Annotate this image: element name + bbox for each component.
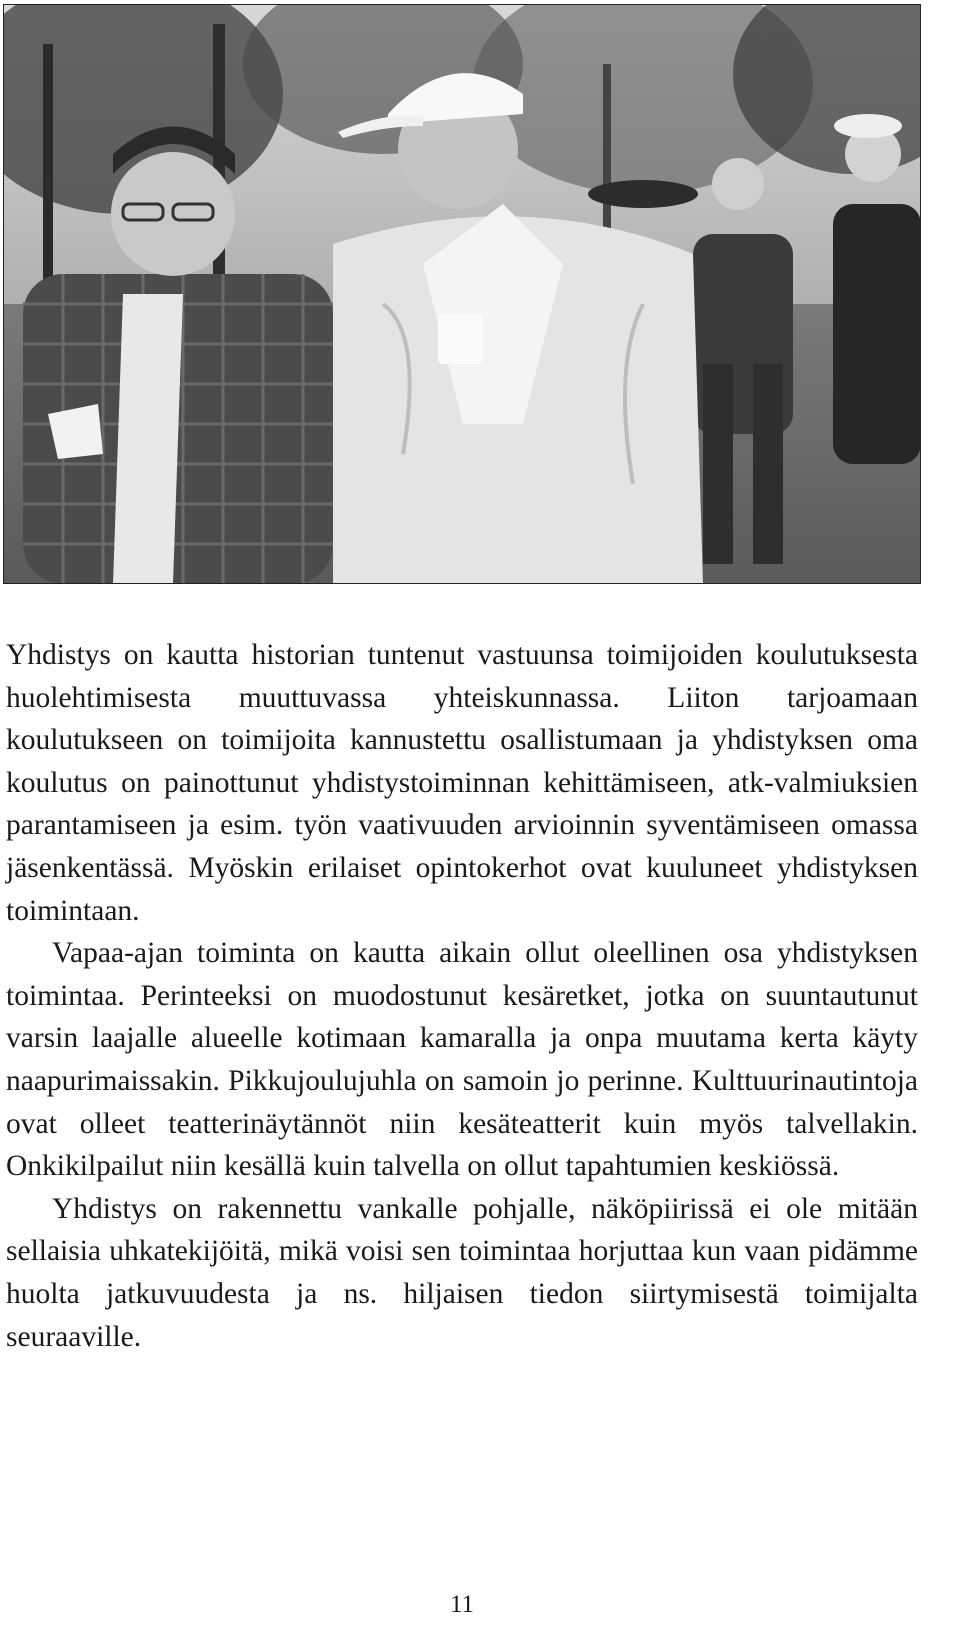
article-text <box>6 634 918 1358</box>
paragraph-leisure: Vapaa-ajan toiminta on kautta aikain ollut oleellinen osa yhdistyksen toimintaa. Perinteeksi on muodostunut kesäretket, jotka on suuntautunut varsin laajalle alueelle kotimaan kamaralla ja onpa muutama kerta käyty naapurimaissakin. Pikkujoulujuhla on samoin jo perinne. Kulttuurinautintoja ovat olleet teatterinäytännöt niin kesäteatterit kuin myös talvellakin. Onkikilpailut niin kesällä kuin talvella on ollut tapahtumien keskiössä. <box>6 937 918 1183</box>
paragraph-education: Yhdistys on kautta historian tuntenut vastuunsa toimijoiden koulutuksesta huolehtimisesta muuttuvassa yhteiskunnassa. Liiton tarjoamaan koulutukseen on toimijoita kannustettu osallistumaan ja yhdistyksen oma koulutus on painottunut yhdistystoiminnan kehittämiseen, atk-valmiuksien parantamiseen ja esim. työn vaativuuden arvioinnin syventämiseen omassa jäsenkentässä. Myöskin erilaiset opintokerhot ovat kuuluneet yhdistyksen toimintaan. <box>6 639 918 927</box>
photo-group-outdoors <box>3 4 921 584</box>
page-number: 11 <box>449 1591 475 1618</box>
paragraph-future: Yhdistys on rakennettu vankalle pohjalle, näköpiirissä ei ole mitään sellaisia uhkatekijöitä, mikä voisi sen toimintaa horjuttaa kun vaan pidämme huolta jatkuvuudesta ja ns. hiljaisen tiedon siirtymisestä toimijalta seuraaville. <box>6 1192 918 1353</box>
photo-illustration <box>3 4 921 584</box>
